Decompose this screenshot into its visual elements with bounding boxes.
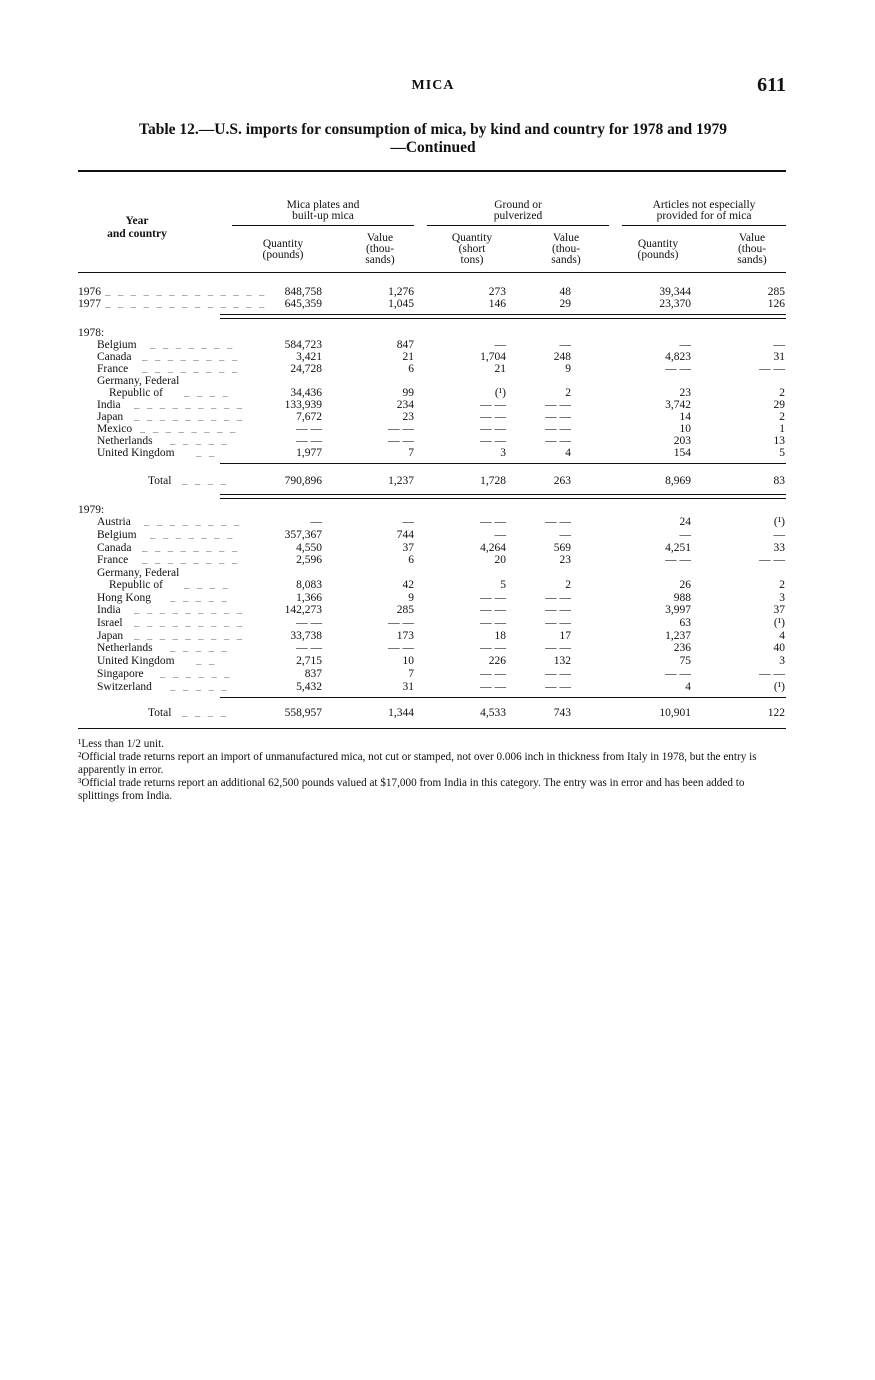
- cell: 26: [679, 579, 691, 591]
- row-leader: _ _ _ _ _ _ _ _ _: [134, 618, 244, 628]
- row-label: Netherlands: [97, 435, 153, 447]
- cell: 203: [673, 435, 691, 447]
- cell: 837: [304, 668, 322, 680]
- stub-header: [78, 216, 196, 240]
- row-leader: _ _ _ _ _ _ _ _: [142, 364, 239, 374]
- cell: — —: [480, 617, 506, 629]
- row-leader: _ _: [196, 448, 216, 458]
- table-row: [78, 642, 786, 655]
- cell: 5,432: [296, 681, 322, 693]
- cell: 23: [402, 411, 414, 423]
- cell: 3,997: [665, 604, 691, 616]
- cell: 21: [494, 363, 506, 375]
- cell: 248: [553, 351, 571, 363]
- total-rule-1979: [220, 697, 786, 698]
- row-leader: _ _ _ _ _ _: [160, 669, 231, 679]
- cell: 1,366: [296, 592, 322, 604]
- col-header-2-line-1: Value: [366, 232, 394, 244]
- cell: — —: [665, 363, 691, 375]
- group-header-plates-line-2: built-up mica: [292, 210, 354, 222]
- cell: 3: [779, 655, 785, 667]
- group-header-plates-line-1: Mica plates and: [286, 199, 360, 211]
- footnote-1: ¹Less than 1/2 unit.: [78, 738, 165, 750]
- running-head: MICA: [411, 78, 455, 93]
- footnotes: [78, 738, 788, 803]
- group-header-ground-line-2: pulverized: [493, 210, 543, 222]
- cell: 29: [559, 298, 571, 310]
- page-header: [78, 74, 788, 98]
- row-leader: _ _ _ _ _: [170, 643, 228, 653]
- col-header-6-line-3: sands): [737, 254, 767, 266]
- cell: 7: [408, 447, 414, 459]
- row-leader: _ _ _ _: [184, 580, 229, 590]
- row-label: India: [97, 399, 121, 411]
- total-rule-1978: [220, 463, 786, 464]
- row-label: Hong Kong: [97, 592, 151, 604]
- cell: — —: [545, 399, 571, 411]
- cell: 7,672: [296, 411, 322, 423]
- cell: — —: [480, 668, 506, 680]
- cell: 4,533: [480, 707, 506, 719]
- cell: — —: [545, 423, 571, 435]
- cell: 2,715: [296, 655, 322, 667]
- cell: 83: [773, 475, 785, 487]
- cell: — —: [665, 668, 691, 680]
- cell: (¹): [773, 617, 785, 629]
- row-leader: _ _ _ _ _ _ _: [150, 530, 234, 540]
- row-leader: _ _ _ _ _ _ _ _ _: [134, 412, 244, 422]
- row-label: Total: [148, 707, 172, 719]
- row-label: Japan: [97, 411, 124, 423]
- cell: 4,823: [665, 351, 691, 363]
- cell: — —: [545, 681, 571, 693]
- cell: —: [773, 529, 785, 541]
- cell: 6: [408, 554, 414, 566]
- cell: — —: [296, 435, 322, 447]
- row-label: 1979:: [78, 504, 105, 516]
- cell: 4: [565, 447, 571, 459]
- row-leader: _ _ _ _ _ _ _ _ _ _ _ _ _: [105, 287, 266, 297]
- table-row: [78, 617, 786, 630]
- row-label: Total: [148, 475, 172, 487]
- cell: 8,083: [296, 579, 322, 591]
- section-rule-2: [220, 318, 786, 319]
- cell: 569: [553, 542, 571, 554]
- cell: — —: [480, 592, 506, 604]
- row-label: Singapore: [97, 668, 144, 680]
- cell: 18: [494, 630, 506, 642]
- cell: — —: [545, 592, 571, 604]
- cell: 1: [779, 423, 785, 435]
- cell: 75: [679, 655, 691, 667]
- col-header-articles-quantity: [620, 239, 696, 261]
- cell: 31: [402, 681, 414, 693]
- group-header-articles-line-2: provided for of mica: [656, 210, 752, 222]
- cell: 1,237: [665, 630, 691, 642]
- row-label: Belgium: [97, 339, 137, 351]
- row-leader: _ _ _ _ _ _ _ _: [142, 543, 239, 553]
- table-row-1977: [78, 298, 786, 311]
- col-header-2-line-3: sands): [365, 254, 395, 266]
- cell: 2: [565, 579, 571, 591]
- cell: 126: [767, 298, 785, 310]
- section-rule-1: [220, 314, 786, 315]
- cell: —: [773, 339, 785, 351]
- row-leader: _ _ _ _ _ _ _ _: [142, 555, 239, 565]
- cell: —: [402, 516, 414, 528]
- cell: 2: [779, 387, 785, 399]
- cell: — —: [480, 399, 506, 411]
- cell: — —: [480, 435, 506, 447]
- cell: 1,344: [388, 707, 414, 719]
- row-label: Israel: [97, 617, 123, 629]
- cell: 29: [773, 399, 785, 411]
- cell: 1,704: [480, 351, 506, 363]
- cell: — —: [759, 668, 785, 680]
- cell: — —: [388, 617, 414, 629]
- cell: 743: [553, 707, 571, 719]
- cell: 6: [408, 363, 414, 375]
- col-header-3-line-3: tons): [460, 254, 484, 266]
- cell: 10,901: [659, 707, 691, 719]
- cell: 1,728: [480, 475, 506, 487]
- cell: 20: [494, 554, 506, 566]
- cell: 3,421: [296, 351, 322, 363]
- cell: —: [559, 529, 571, 541]
- stub-header-line-1: Year: [125, 215, 149, 227]
- row-label: 1977: [78, 298, 101, 310]
- cell: — —: [480, 604, 506, 616]
- row-leader: _ _ _ _: [184, 388, 229, 398]
- cell: 4: [779, 630, 785, 642]
- row-label: Belgium: [97, 529, 137, 541]
- cell: 2: [779, 579, 785, 591]
- table-title-line-1: Table 12.—U.S. imports for consumption of mica, by kind and country for 1978 and 1979: [139, 121, 727, 138]
- cell: 10: [402, 655, 414, 667]
- row-label: United Kingdom: [97, 447, 175, 459]
- col-header-4-line-2: (thou-: [551, 243, 581, 255]
- cell: — —: [759, 554, 785, 566]
- cell: —: [494, 339, 506, 351]
- cell: 21: [402, 351, 414, 363]
- row-leader: _ _ _ _ _ _ _ _: [144, 517, 241, 527]
- row-leader: _ _ _ _ _ _ _ _: [142, 352, 239, 362]
- cell: 2,596: [296, 554, 322, 566]
- table-row: [78, 604, 786, 617]
- cell: 9: [565, 363, 571, 375]
- cell: 226: [488, 655, 506, 667]
- page-number: 611: [757, 74, 786, 96]
- col-header-ground-quantity: [436, 233, 508, 266]
- cell: —: [310, 516, 322, 528]
- cell: 645,359: [284, 298, 322, 310]
- cell: — —: [665, 554, 691, 566]
- row-leader: _ _ _ _ _ _ _ _ _: [134, 400, 244, 410]
- cell: 63: [679, 617, 691, 629]
- table-row: [78, 655, 786, 668]
- cell: 24,728: [290, 363, 322, 375]
- row-label: 1976: [78, 286, 101, 298]
- cell: 848,758: [284, 286, 322, 298]
- cell: 142,273: [284, 604, 322, 616]
- group-rule-ground: [427, 225, 609, 226]
- cell: —: [559, 339, 571, 351]
- col-header-5-line-1: Quantity: [637, 238, 679, 250]
- cell: 154: [673, 447, 691, 459]
- row-leader: _ _ _ _ _ _ _ _ _ _ _ _ _: [105, 299, 266, 309]
- cell: 173: [396, 630, 414, 642]
- table-row: [78, 516, 786, 529]
- cell: — —: [480, 411, 506, 423]
- cell: 3: [779, 592, 785, 604]
- cell: 132: [553, 655, 571, 667]
- section-rule-3: [220, 494, 786, 495]
- row-leader: _ _ _ _ _: [170, 593, 228, 603]
- row-leader: _ _ _ _ _ _ _: [150, 340, 234, 350]
- cell: (¹): [773, 516, 785, 528]
- footnote-2: ²Official trade returns report an import of unmanufactured mica, not cut or stamped, not over 0.006 inch in thickness from Italy in 1978, but the entry is apparently in error.: [78, 751, 757, 776]
- cell: 39,344: [659, 286, 691, 298]
- row-label: France: [97, 554, 129, 566]
- cell: 23: [559, 554, 571, 566]
- cell: 1,237: [388, 475, 414, 487]
- cell: 33: [773, 542, 785, 554]
- cell: — —: [388, 435, 414, 447]
- col-header-6-line-2: (thou-: [737, 243, 767, 255]
- group-header-plates: [232, 200, 414, 222]
- group-header-articles: [622, 200, 786, 222]
- row-label: Republic of: [109, 579, 163, 591]
- cell: 5: [500, 579, 506, 591]
- cell: 48: [559, 286, 571, 298]
- row-leader: _ _ _ _ _ _ _ _: [140, 424, 237, 434]
- row-leader: _ _ _ _ _ _ _ _ _: [134, 605, 244, 615]
- cell: 3,742: [665, 399, 691, 411]
- cell: —: [679, 529, 691, 541]
- cell: 8,969: [665, 475, 691, 487]
- row-label: France: [97, 363, 129, 375]
- cell: 285: [767, 286, 785, 298]
- row-label: Austria: [97, 516, 131, 528]
- cell: — —: [480, 642, 506, 654]
- row-label: Switzerland: [97, 681, 152, 693]
- cell: — —: [545, 516, 571, 528]
- table-row: [78, 529, 786, 542]
- col-header-articles-value: [722, 233, 782, 266]
- footnote-3: ³Official trade returns report an additional 62,500 pounds valued at $17,000 from India in this category. The entry was in error and has been added to splittings from India.: [78, 777, 745, 802]
- col-header-3-line-1: Quantity: [451, 232, 493, 244]
- cell: 1,977: [296, 447, 322, 459]
- table-row: [78, 668, 786, 681]
- row-leader: _ _ _ _ _: [170, 436, 228, 446]
- table-row: [78, 447, 786, 460]
- row-label: Canada: [97, 542, 132, 554]
- cell: 42: [402, 579, 414, 591]
- cell: — —: [545, 435, 571, 447]
- cell: (¹): [773, 681, 785, 693]
- row-label: Mexico: [97, 423, 133, 435]
- row-leader: _ _ _ _ _: [170, 682, 228, 692]
- row-label: Republic of: [109, 387, 163, 399]
- col-header-4-line-3: sands): [551, 254, 581, 266]
- table-title-line-2: —Continued: [390, 139, 476, 156]
- cell: — —: [545, 411, 571, 423]
- cell: 357,367: [284, 529, 322, 541]
- cell: — —: [296, 617, 322, 629]
- col-header-plates-value: [350, 233, 410, 266]
- cell: 790,896: [284, 475, 322, 487]
- cell: 285: [396, 604, 414, 616]
- cell: 2: [565, 387, 571, 399]
- cell: 146: [488, 298, 506, 310]
- cell: — —: [388, 423, 414, 435]
- cell: 263: [553, 475, 571, 487]
- cell: 7: [408, 668, 414, 680]
- cell: 2: [779, 411, 785, 423]
- table-top-rule: [78, 170, 786, 172]
- table-row-total-1979: [78, 707, 786, 720]
- cell: — —: [545, 617, 571, 629]
- row-leader: _ _ _ _: [182, 708, 227, 718]
- table-bottom-rule: [78, 728, 786, 729]
- cell: — —: [480, 516, 506, 528]
- col-header-plates-quantity: [244, 239, 322, 261]
- cell: 122: [767, 707, 785, 719]
- cell: 33,738: [290, 630, 322, 642]
- table-row: [78, 681, 786, 694]
- cell: 3: [500, 447, 506, 459]
- cell: 23: [679, 387, 691, 399]
- cell: 4: [685, 681, 691, 693]
- row-label: Germany, Federal: [97, 375, 180, 387]
- cell: 1,276: [388, 286, 414, 298]
- cell: 23,370: [659, 298, 691, 310]
- cell: 17: [559, 630, 571, 642]
- group-header-articles-line-1: Articles not especially: [652, 199, 756, 211]
- cell: 847: [396, 339, 414, 351]
- section-rule-4: [220, 498, 786, 499]
- cell: — —: [388, 642, 414, 654]
- cell: 14: [679, 411, 691, 423]
- cell: (¹): [494, 387, 506, 399]
- cell: 10: [679, 423, 691, 435]
- group-rule-plates: [232, 225, 414, 226]
- cell: 13: [773, 435, 785, 447]
- cell: 34,436: [290, 387, 322, 399]
- row-label: 1978:: [78, 327, 105, 339]
- cell: — —: [545, 642, 571, 654]
- cell: 31: [773, 351, 785, 363]
- row-leader: _ _: [196, 656, 216, 666]
- col-header-3-line-2: (short: [458, 243, 486, 255]
- row-label: India: [97, 604, 121, 616]
- group-header-ground: [427, 200, 609, 222]
- cell: —: [679, 339, 691, 351]
- group-header-ground-line-1: Ground or: [494, 199, 542, 211]
- cell: 4,251: [665, 542, 691, 554]
- row-label: Japan: [97, 630, 124, 642]
- cell: 744: [396, 529, 414, 541]
- cell: 988: [673, 592, 691, 604]
- col-header-6-line-1: Value: [738, 232, 766, 244]
- cell: 558,957: [284, 707, 322, 719]
- row-label: United Kingdom: [97, 655, 175, 667]
- cell: 273: [488, 286, 506, 298]
- cell: 5: [779, 447, 785, 459]
- col-header-2-line-2: (thou-: [365, 243, 395, 255]
- row-label: Netherlands: [97, 642, 153, 654]
- cell: 37: [402, 542, 414, 554]
- cell: 4,264: [480, 542, 506, 554]
- cell: — —: [759, 363, 785, 375]
- header-bottom-rule: [78, 272, 786, 273]
- cell: — —: [296, 423, 322, 435]
- table-title: [78, 121, 788, 157]
- col-header-4-line-1: Value: [552, 232, 580, 244]
- cell: 99: [402, 387, 414, 399]
- col-header-1-line-2: (pounds): [262, 249, 304, 261]
- cell: — —: [296, 642, 322, 654]
- row-leader: _ _ _ _ _ _ _ _ _: [134, 631, 244, 641]
- table-row-total-1978: [78, 475, 786, 488]
- col-header-5-line-2: (pounds): [637, 249, 679, 261]
- cell: 133,939: [284, 399, 322, 411]
- group-rule-articles: [622, 225, 786, 226]
- row-label: Canada: [97, 351, 132, 363]
- table-row: [78, 579, 786, 592]
- cell: 9: [408, 592, 414, 604]
- stub-header-line-2: and country: [107, 228, 167, 240]
- cell: — —: [480, 423, 506, 435]
- cell: 40: [773, 642, 785, 654]
- cell: 1,045: [388, 298, 414, 310]
- row-leader: _ _ _ _: [182, 476, 227, 486]
- cell: — —: [545, 668, 571, 680]
- cell: 236: [673, 642, 691, 654]
- cell: —: [494, 529, 506, 541]
- cell: 37: [773, 604, 785, 616]
- col-header-ground-value: [536, 233, 596, 266]
- col-header-1-line-1: Quantity: [262, 238, 304, 250]
- cell: 4,550: [296, 542, 322, 554]
- cell: — —: [545, 604, 571, 616]
- cell: 24: [679, 516, 691, 528]
- cell: 584,723: [284, 339, 322, 351]
- table-row: [78, 554, 786, 567]
- cell: 234: [396, 399, 414, 411]
- row-label: Germany, Federal: [97, 567, 180, 579]
- cell: — —: [480, 681, 506, 693]
